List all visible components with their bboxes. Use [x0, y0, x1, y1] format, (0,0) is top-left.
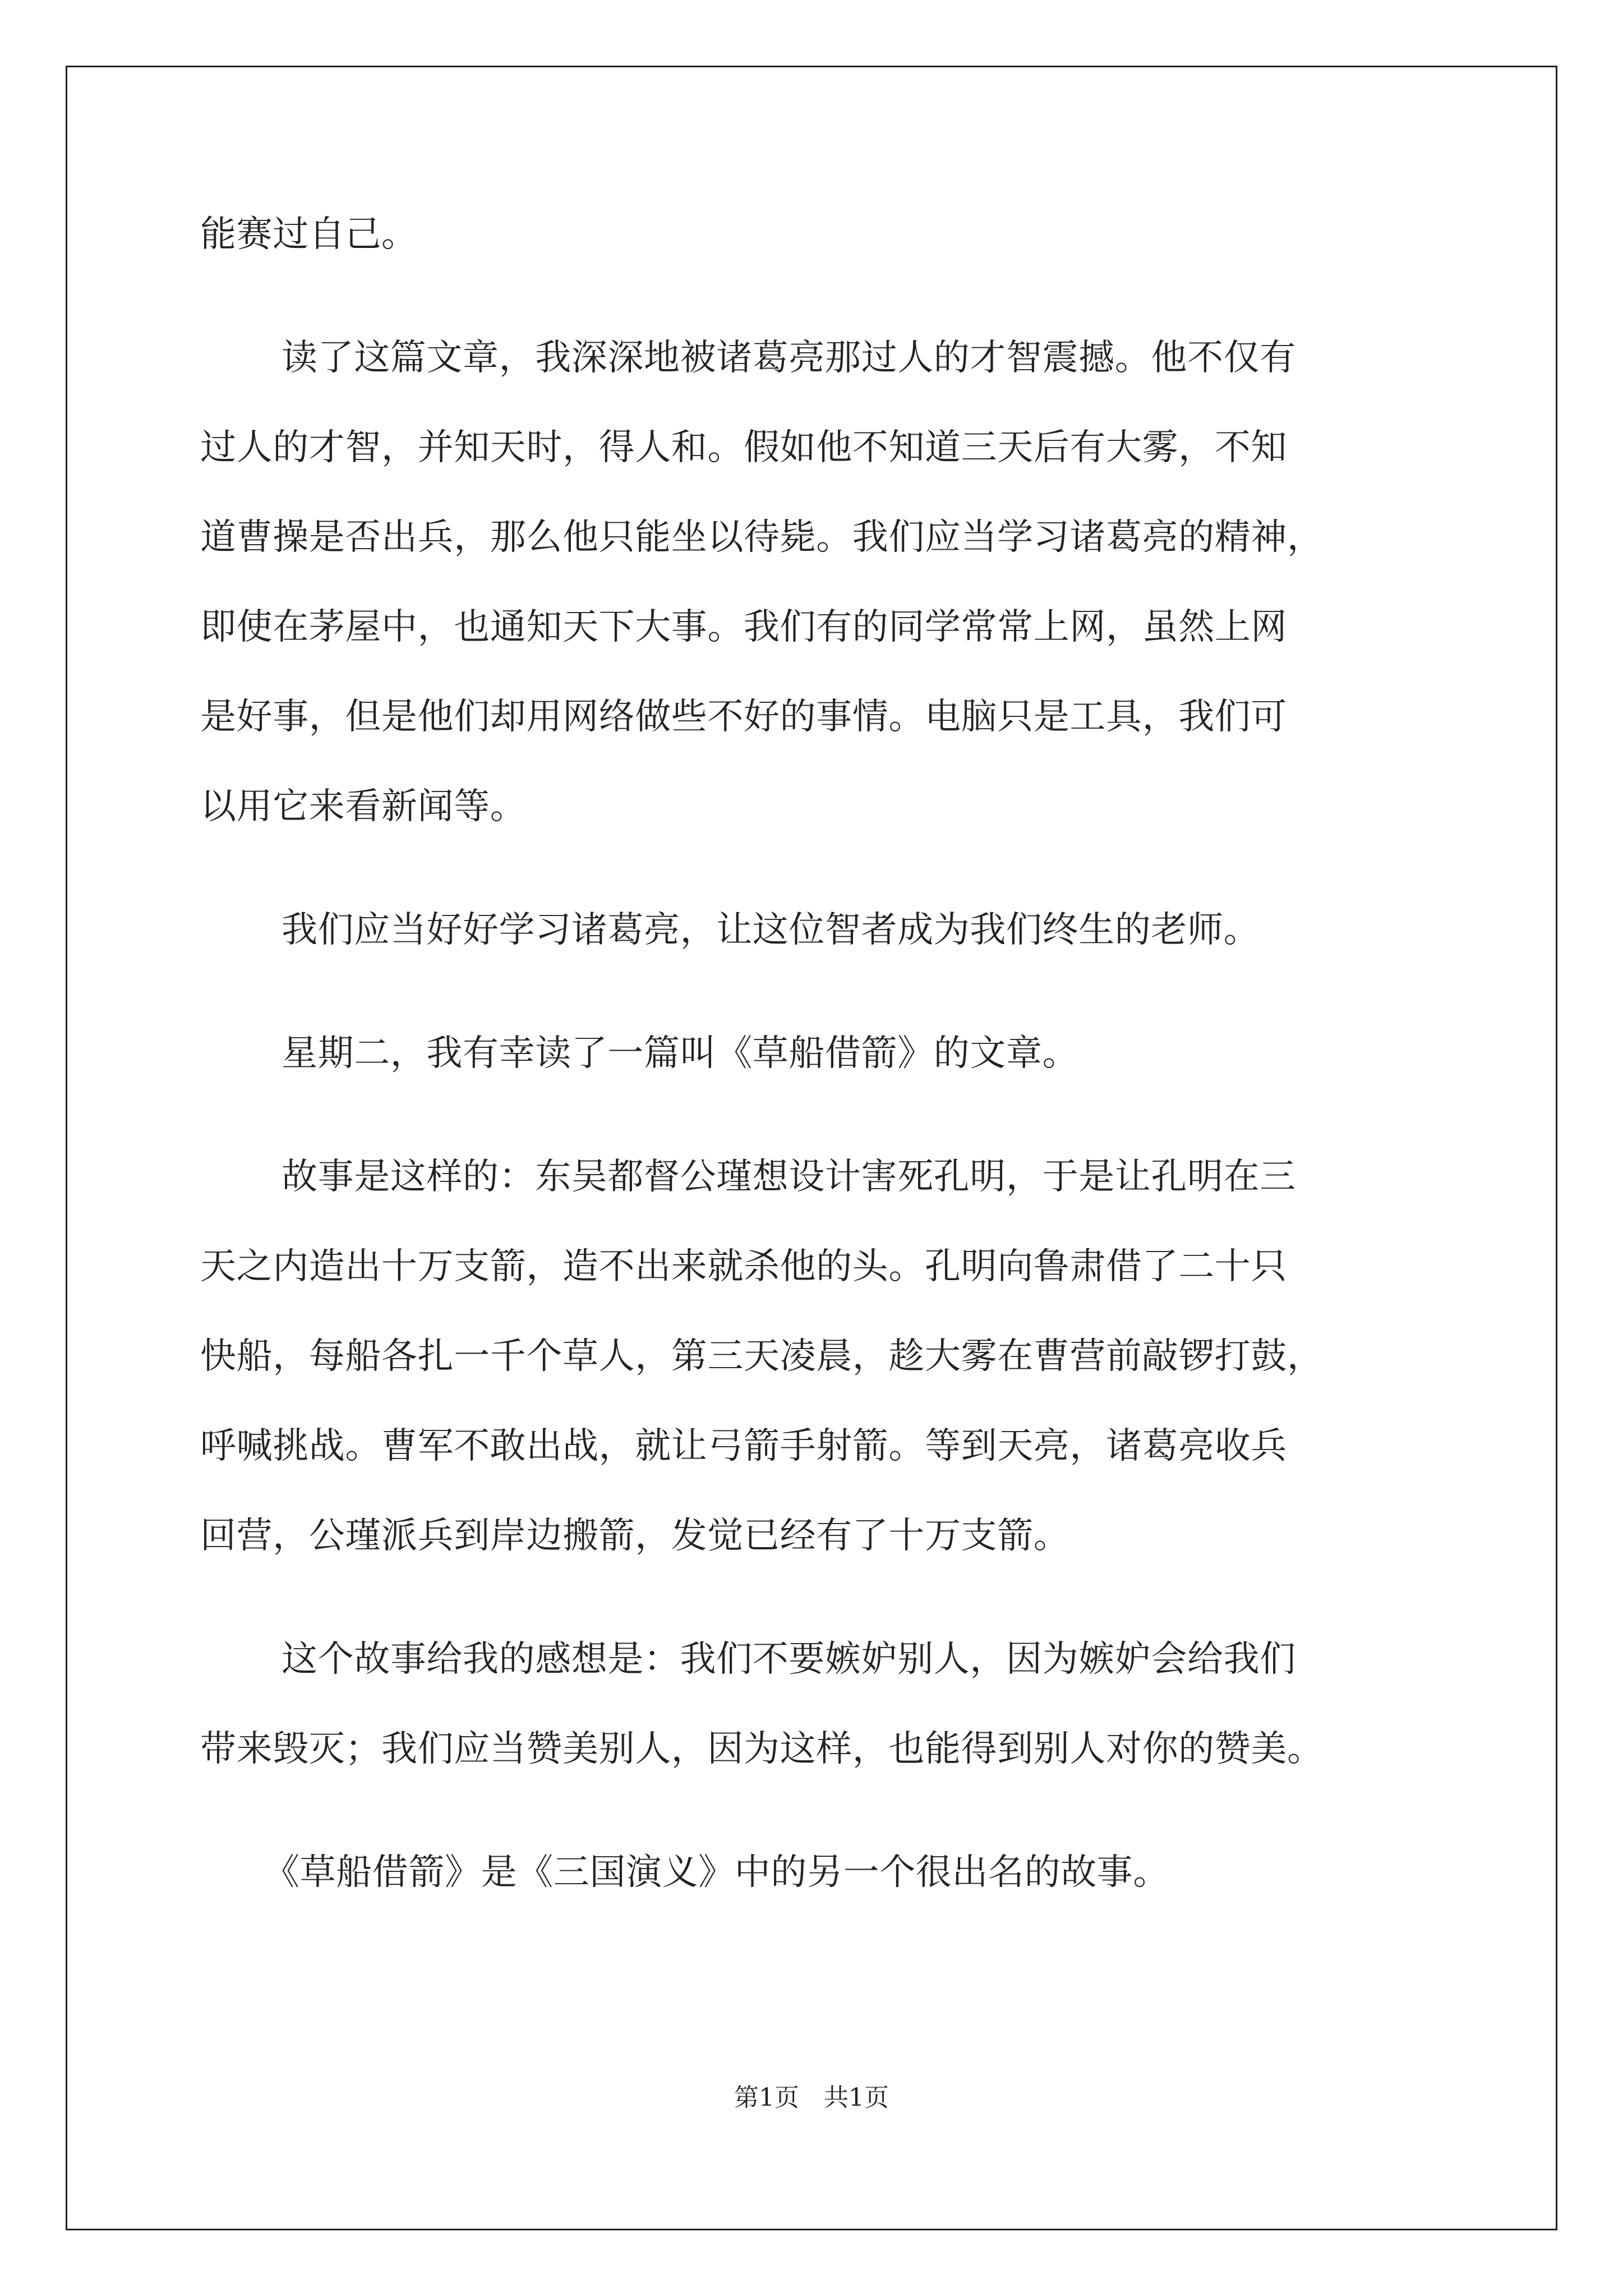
paragraph-start-line: 这个故事给我的感想是：我们不要嫉妒别人，因为嫉妒会给我们 — [282, 1639, 1296, 1680]
text-line: 道曹操是否出兵，那么他只能坐以待毙。我们应当学习诸葛亮的精神， — [200, 517, 1324, 558]
text-line: 快船，每船各扎一千个草人，第三天凌晨，趁大雾在曹营前敲锣打鼓， — [200, 1336, 1324, 1377]
text-line: 呼喊挑战。曹军不敢出战，就让弓箭手射箭。等到天亮，诸葛亮收兵 — [200, 1425, 1287, 1467]
text-line: 带来毁灭；我们应当赞美别人，因为这样，也能得到别人对你的赞美。 — [200, 1728, 1324, 1770]
text-line: 即使在茅屋中，也通知天下大事。我们有的同学常常上网，虽然上网 — [200, 606, 1287, 648]
paragraph-start-line: 《草船借箭》是《三国演义》中的另一个很出名的故事。 — [264, 1852, 1169, 1893]
paragraph-start-line: 故事是这样的：东吴都督公瑾想设计害死孔明，于是让孔明在三 — [282, 1156, 1296, 1198]
text-line: 过人的才智，并知天时，得人和。假如他不知道三天后有大雾，不知 — [200, 427, 1287, 468]
text-line: 回营，公瑾派兵到岸边搬箭，发觉已经有了十万支箭。 — [200, 1515, 1070, 1557]
text-line: 能赛过自己。 — [200, 214, 418, 255]
text-line: 以用它来看新闻等。 — [200, 786, 527, 827]
paragraph-start-line: 星期二，我有幸读了一篇叫《草船借箭》的文章。 — [282, 1033, 1079, 1074]
text-line: 是好事，但是他们却用网络做些不好的事情。电脑只是工具，我们可 — [200, 696, 1287, 738]
page-border — [66, 66, 1557, 2230]
paragraph-start-line: 我们应当好好学习诸葛亮，让这位智者成为我们终生的老师。 — [282, 909, 1260, 951]
page-footer: 第1页 共1页 — [734, 2083, 889, 2112]
text-line: 天之内造出十万支箭，造不出来就杀他的头。孔明向鲁肃借了二十只 — [200, 1246, 1287, 1287]
paragraph-start-line: 读了这篇文章，我深深地被诸葛亮那过人的才智震撼。他不仅有 — [282, 337, 1296, 379]
